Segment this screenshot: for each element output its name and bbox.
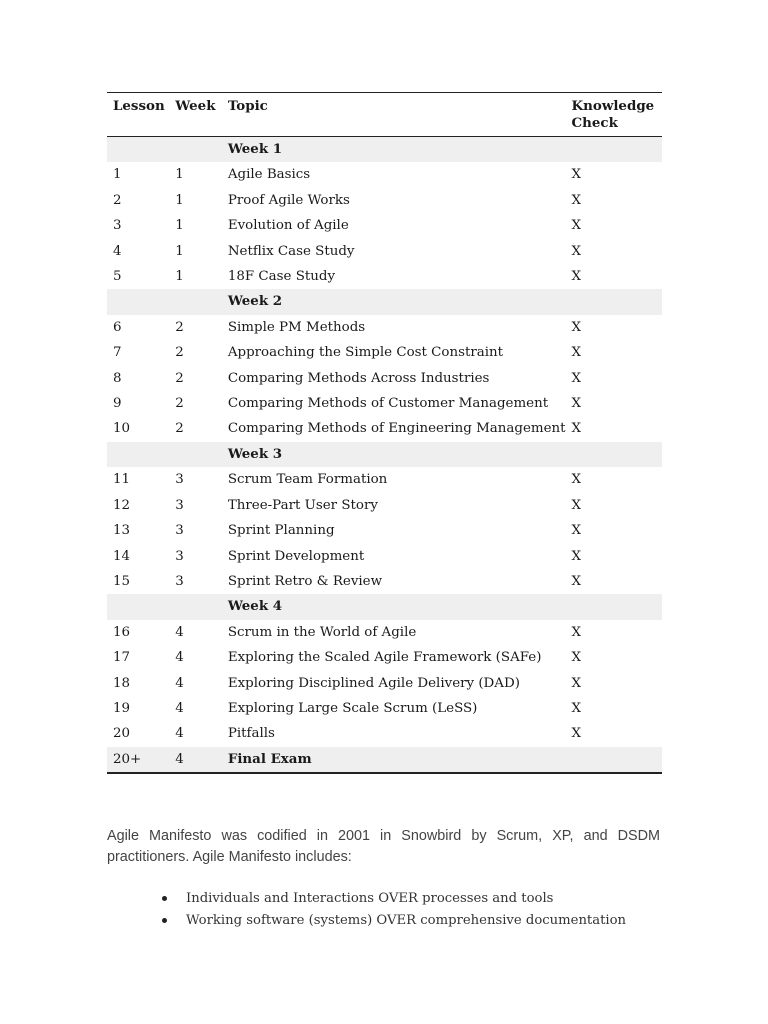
lesson-cell: 16	[113, 624, 131, 640]
table-row	[107, 493, 662, 518]
knowledge-check-cell: X	[571, 675, 582, 691]
table-row	[107, 391, 662, 416]
manifesto-paragraph: Agile Manifesto was codified in 2001 in Snowbird by Scrum, XP, and DSDM practitioners. Agile Manifesto includes:	[107, 828, 660, 865]
week-cell: 2	[175, 396, 184, 412]
knowledge-check-cell: X	[571, 192, 582, 208]
table-header-row	[107, 93, 662, 137]
topic-cell: Pitfalls	[227, 726, 275, 742]
lesson-cell: 7	[113, 345, 122, 361]
knowledge-check-cell: X	[571, 472, 582, 488]
week-header-row	[107, 594, 662, 619]
week-cell	[169, 289, 222, 314]
topic-cell: 18F Case Study	[227, 269, 336, 285]
knowledge-check-cell: X	[571, 497, 582, 513]
table-row	[107, 671, 662, 696]
lesson-cell: 17	[113, 650, 131, 666]
topic-cell: Comparing Methods of Customer Management	[227, 396, 549, 412]
table-row	[107, 264, 662, 289]
week-cell: 2	[175, 319, 184, 335]
week-cell: 4	[169, 747, 222, 773]
knowledge-check-cell: X	[571, 726, 582, 742]
lesson-cell: 11	[113, 472, 131, 488]
table-row	[107, 645, 662, 670]
header-lesson: Lesson	[107, 93, 169, 137]
topic-cell: Simple PM Methods	[227, 319, 366, 335]
knowledge-check-cell	[566, 747, 662, 773]
lesson-cell: 12	[113, 497, 131, 513]
topic-cell: Week 4	[222, 594, 566, 619]
table-row	[107, 620, 662, 645]
table-row	[107, 162, 662, 187]
list-item	[158, 888, 626, 910]
topic-cell: Exploring Large Scale Scrum (LeSS)	[227, 700, 478, 716]
knowledge-check-cell: X	[571, 624, 582, 640]
lesson-cell: 20+	[107, 747, 169, 773]
week-cell	[169, 442, 222, 467]
week-cell: 2	[175, 345, 184, 361]
week-cell: 4	[175, 650, 184, 666]
topic-cell: Evolution of Agile	[227, 218, 349, 234]
knowledge-check-cell: X	[571, 218, 582, 234]
knowledge-check-cell: X	[571, 167, 582, 183]
knowledge-check-cell: X	[571, 243, 582, 259]
week-cell: 1	[175, 192, 184, 208]
week-cell	[169, 137, 222, 163]
lesson-cell: 20	[113, 726, 131, 742]
topic-cell: Final Exam	[222, 747, 566, 773]
lesson-cell	[107, 442, 169, 467]
knowledge-check-cell: X	[571, 548, 582, 564]
knowledge-check-cell	[566, 137, 662, 163]
week-cell: 4	[175, 675, 184, 691]
topic-cell: Sprint Development	[227, 548, 365, 564]
lesson-cell: 10	[113, 421, 131, 437]
knowledge-check-cell: X	[571, 523, 582, 539]
lesson-cell: 13	[113, 523, 131, 539]
topic-cell: Agile Basics	[227, 167, 311, 183]
topic-cell: Approaching the Simple Cost Constraint	[227, 345, 504, 361]
week-cell: 2	[175, 370, 184, 386]
bullet-icon	[162, 918, 167, 923]
table-body	[107, 137, 662, 774]
knowledge-check-cell: X	[571, 370, 582, 386]
topic-cell: Scrum Team Formation	[227, 472, 388, 488]
knowledge-check-cell: X	[571, 345, 582, 361]
topic-cell: Exploring the Scaled Agile Framework (SAFe)	[227, 650, 542, 666]
bullet-icon	[162, 896, 167, 901]
table-row	[107, 340, 662, 365]
topic-cell: Week 2	[222, 289, 566, 314]
knowledge-check-cell	[566, 594, 662, 619]
topic-cell: Sprint Retro & Review	[227, 573, 383, 589]
list-item	[158, 910, 626, 932]
lesson-cell: 8	[113, 370, 122, 386]
lesson-cell	[107, 289, 169, 314]
table-row	[107, 569, 662, 594]
knowledge-check-cell: X	[571, 650, 582, 666]
week-cell: 1	[175, 269, 184, 285]
topic-cell: Exploring Disciplined Agile Delivery (DAD)	[227, 675, 520, 691]
lesson-cell: 5	[113, 269, 122, 285]
week-cell: 4	[175, 624, 184, 640]
table-row	[107, 366, 662, 391]
lesson-cell: 14	[113, 548, 131, 564]
list-item-text: Working software (systems) OVER comprehensive documentation	[186, 913, 627, 928]
week-header-row	[107, 289, 662, 314]
week-cell: 1	[175, 243, 184, 259]
week-cell: 3	[175, 523, 184, 539]
header-week: Week	[169, 93, 222, 137]
week-cell	[169, 594, 222, 619]
lesson-cell: 3	[113, 218, 122, 234]
topic-cell: Comparing Methods Across Industries	[227, 370, 490, 386]
topic-cell: Week 3	[222, 442, 566, 467]
lesson-cell: 15	[113, 573, 131, 589]
lesson-cell	[107, 137, 169, 163]
lesson-cell: 1	[113, 167, 122, 183]
table-row	[107, 188, 662, 213]
topic-cell: Proof Agile Works	[227, 192, 350, 208]
topic-cell: Sprint Planning	[227, 523, 335, 539]
week-header-row	[107, 442, 662, 467]
table-row	[107, 544, 662, 569]
knowledge-check-cell: X	[571, 573, 582, 589]
header-knowledge-check: Knowledge Check	[566, 93, 662, 137]
lesson-cell	[107, 594, 169, 619]
week-cell: 3	[175, 472, 184, 488]
topic-cell: Three-Part User Story	[227, 497, 378, 513]
knowledge-check-cell: X	[571, 421, 582, 437]
lesson-cell: 18	[113, 675, 131, 691]
week-cell: 3	[175, 548, 184, 564]
lesson-cell: 6	[113, 319, 122, 335]
table-row	[107, 467, 662, 492]
lesson-schedule-table	[107, 92, 662, 774]
final-exam-row	[107, 747, 662, 773]
table-row	[107, 721, 662, 746]
week-cell: 4	[175, 726, 184, 742]
table-row	[107, 696, 662, 721]
knowledge-check-cell	[566, 442, 662, 467]
week-cell: 1	[175, 218, 184, 234]
knowledge-check-cell: X	[571, 269, 582, 285]
manifesto-bullet-list	[158, 888, 626, 932]
week-cell: 1	[175, 167, 184, 183]
knowledge-check-cell: X	[571, 396, 582, 412]
table-row	[107, 213, 662, 238]
list-item-text: Individuals and Interactions OVER processes and tools	[186, 891, 554, 906]
knowledge-check-cell: X	[571, 700, 582, 716]
topic-cell: Comparing Methods of Engineering Management	[227, 421, 566, 437]
table-row	[107, 315, 662, 340]
knowledge-check-cell: X	[571, 319, 582, 335]
lesson-cell: 4	[113, 243, 122, 259]
lesson-cell: 2	[113, 192, 122, 208]
lesson-cell: 19	[113, 700, 131, 716]
table-row	[107, 239, 662, 264]
table-row	[107, 416, 662, 441]
week-cell: 3	[175, 573, 184, 589]
week-header-row	[107, 137, 662, 163]
knowledge-check-cell	[566, 289, 662, 314]
topic-cell: Scrum in the World of Agile	[227, 624, 417, 640]
table-row	[107, 518, 662, 543]
header-topic: Topic	[222, 93, 566, 137]
week-cell: 2	[175, 421, 184, 437]
week-cell: 4	[175, 700, 184, 716]
week-cell: 3	[175, 497, 184, 513]
topic-cell: Netflix Case Study	[227, 243, 355, 259]
lesson-cell: 9	[113, 396, 122, 412]
topic-cell: Week 1	[222, 137, 566, 163]
